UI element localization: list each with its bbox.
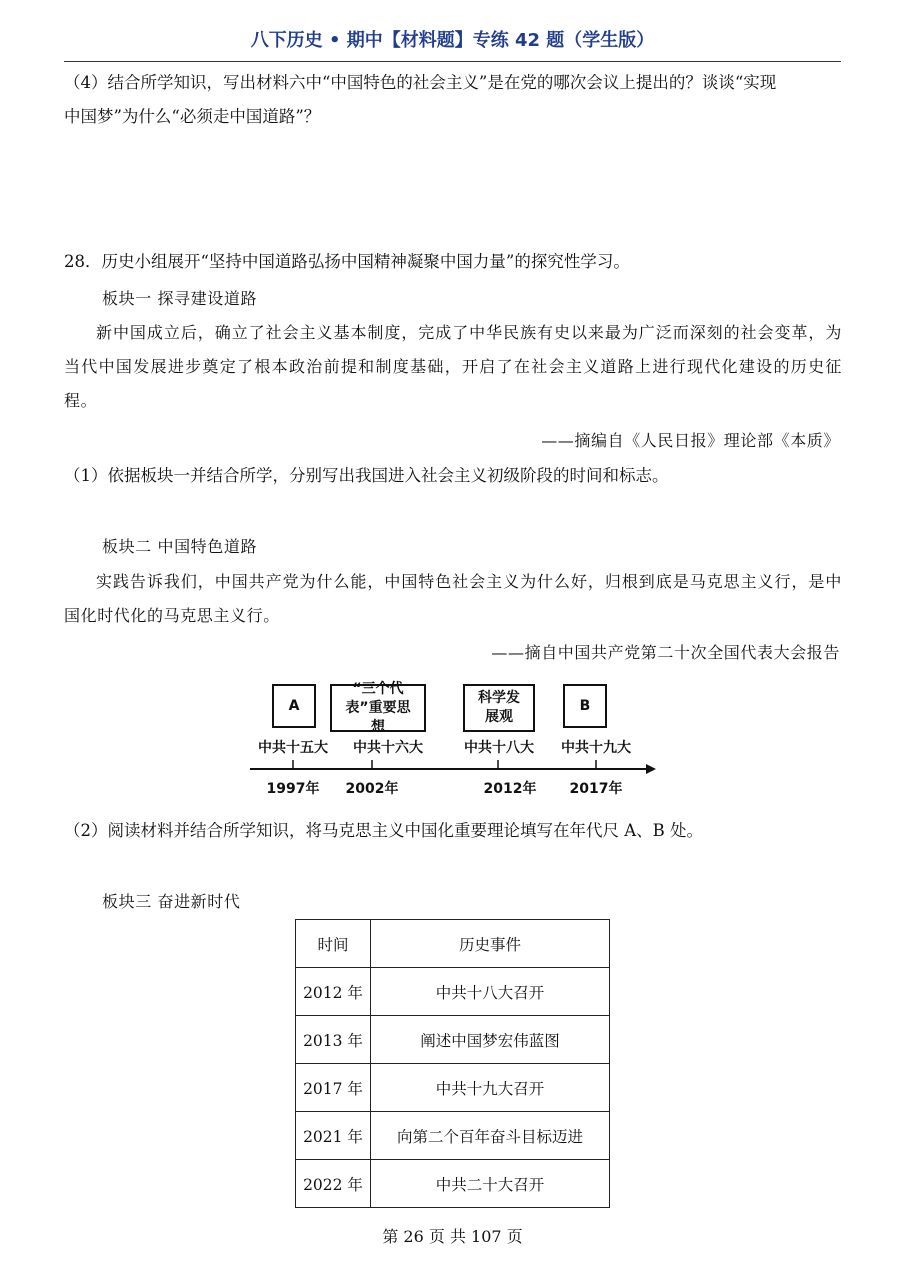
q28-question-2: （2）阅读材料并结合所学知识，将马克思主义中国化重要理论填写在年代尺 A、B 处。 — [64, 821, 704, 840]
table-cell-time: 2012 年 — [296, 968, 371, 1016]
block2-source: ——摘自中国共产党第二十次全国代表大会报告 — [491, 643, 840, 662]
table-cell-time: 2017 年 — [296, 1064, 371, 1112]
timeline-axis — [248, 760, 658, 780]
table-row — [296, 1160, 610, 1208]
table-cell-event: 中共十八大召开 — [371, 968, 610, 1016]
table-cell-event: 阐述中国梦宏伟蓝图 — [371, 1016, 610, 1064]
table-header-event: 历史事件 — [371, 920, 610, 968]
timeline-box-a: A — [272, 684, 316, 728]
header-divider — [64, 61, 841, 62]
q4-line-2: 中国梦”为什么“必须走中国道路”？ — [64, 107, 321, 126]
timeline-box-scientific-outlook: 科学发展观 — [463, 684, 535, 732]
table-header-time: 时间 — [296, 920, 371, 968]
table-cell-time: 2021 年 — [296, 1112, 371, 1160]
block1-text: 新中国成立后，确立了社会主义基本制度，完成了中华民族有史以来最为广泛而深刻的社会变革，为当代中国发展进步奠定了根本政治前提和制度基础，开启了在社会主义道路上进行现代化建设的历史征程。 — [64, 323, 842, 410]
block2-text: 实践告诉我们，中国共产党为什么能，中国特色社会主义为什么好，归根到底是马克思主义行，是中国化时代化的马克思主义行。 — [64, 572, 842, 625]
block3-title: 板块三 奋进新时代 — [102, 892, 241, 911]
table-row — [296, 968, 610, 1016]
q28-stem: 28．历史小组展开“坚持中国道路弘扬中国精神凝聚中国力量”的探究性学习。 — [64, 252, 630, 271]
timeline-year-2002: 2002年 — [345, 781, 399, 797]
page-number: 第 26 页 共 107 页 — [382, 1227, 523, 1246]
block2-title: 板块二 中国特色道路 — [102, 537, 258, 556]
page-header-title: 八下历史 • 期中【材料题】专练 42 题（学生版） — [250, 30, 655, 51]
events-table — [295, 919, 610, 1208]
table-cell-time: 2013 年 — [296, 1016, 371, 1064]
q4-line-1: （4）结合所学知识，写出材料六中“中国特色的社会主义”是在党的哪次会议上提出的？谈谈“实现 — [64, 73, 777, 92]
timeline-box-b: B — [563, 684, 607, 728]
q28-question-1: （1）依据板块一并结合所学，分别写出我国进入社会主义初级阶段的时间和标志。 — [64, 466, 669, 485]
table-cell-event: 中共十九大召开 — [371, 1064, 610, 1112]
table-row — [296, 1016, 610, 1064]
table-cell-event: 向第二个百年奋斗目标迈进 — [371, 1112, 610, 1160]
table-cell-time: 2022 年 — [296, 1160, 371, 1208]
timeline-congress-19: 中共十九大 — [561, 740, 631, 756]
timeline-year-2017: 2017年 — [569, 781, 623, 797]
timeline-congress-16: 中共十六大 — [353, 740, 423, 756]
timeline-year-2012: 2012年 — [483, 781, 537, 797]
timeline-congress-18: 中共十八大 — [464, 740, 534, 756]
table-cell-event: 中共二十大召开 — [371, 1160, 610, 1208]
table-row — [296, 1112, 610, 1160]
table-header-row — [296, 920, 610, 968]
block1-title: 板块一 探寻建设道路 — [102, 289, 258, 308]
timeline-year-1997: 1997年 — [266, 781, 320, 797]
table-row — [296, 1064, 610, 1112]
block1-source: ——摘编自《人民日报》理论部《本质》 — [541, 431, 840, 450]
timeline-box-three-represents: “三个代表”重要思想 — [330, 684, 426, 732]
timeline-congress-15: 中共十五大 — [258, 740, 328, 756]
